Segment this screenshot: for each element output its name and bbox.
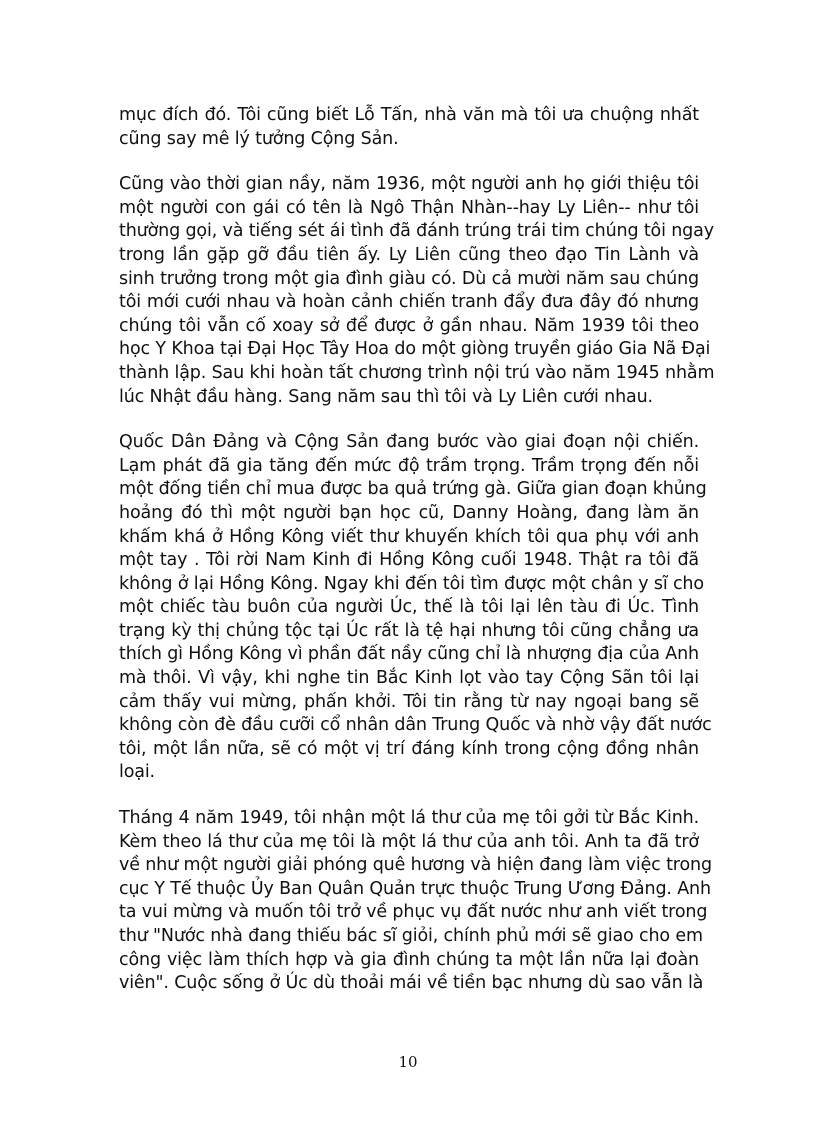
text-line: viên". Cuộc sống ở Úc dù thoải mái về tiền bạc nhưng dù sao vẫn là: [119, 973, 704, 994]
text-line: Cũng vào thời gian nầy, năm 1936, một người anh họ giới thiệu tôi: [119, 174, 699, 195]
text-line: khấm khá ở Hồng Kông viết thư khuyến khích tôi qua phụ với anh: [119, 526, 699, 547]
text-line: sinh trưởng trong một gia đình giàu có. Dù cả mười năm sau chúng: [119, 268, 699, 289]
page-number: 10: [398, 1053, 418, 1071]
text-line: một người con gái có tên là Ngô Thận Nhàn--hay Ly Liên-- như tôi: [119, 197, 699, 218]
text-line: công việc làm thích hợp và gia đình chúng ta một lần nữa lại đoàn: [119, 949, 699, 970]
text-line: không còn đè đầu cưỡi cổ nhân dân Trung Quốc và nhờ vậy đất nước: [119, 715, 712, 736]
text-line: Lạm phát đã gia tăng đến mức độ trầm trọng. Trầm trọng đến nỗi: [119, 455, 699, 476]
text-line: chúng tôi vẫn cố xoay sở để được ở gần nhau. Năm 1939 tôi theo: [119, 315, 699, 336]
paragraph: [119, 807, 712, 996]
text-line: cảm thấy vui mừng, phấn khởi. Tôi tin rằng từ nay ngoại bang sẽ: [119, 691, 699, 712]
text-line: thành lập. Sau khi hoàn tất chương trình nội trú vào năm 1945 nhằm: [119, 362, 715, 383]
text-line: hoảng đó thì một người bạn học cũ, Danny Hoàng, đang làm ăn: [119, 502, 699, 523]
text-line: thường gọi, và tiếng sét ái tình đã đánh trúng trái tim chúng tôi ngay: [119, 221, 714, 242]
text-line: ta vui mừng và muốn tôi trở về phục vụ đất nước như anh viết trong: [119, 902, 708, 923]
text-line: tôi mới cưới nhau và hoàn cảnh chiến tranh đẩy đưa đây đó nhưng: [119, 292, 699, 313]
text-line: học Y Khoa tại Đại Học Tây Hoa do một giòng truyền giáo Gia Nã Đại: [119, 339, 711, 360]
text-line: một đống tiền chỉ mua được ba quả trứng gà. Giữa gian đoạn khủng: [119, 479, 707, 500]
text-line: lúc Nhật đầu hàng. Sang năm sau thì tôi và Ly Liên cưới nhau.: [119, 386, 653, 407]
text-line: thư "Nước nhà đang thiếu bác sĩ giỏi, chính phủ mới sẽ giao cho em: [119, 926, 703, 946]
text-line: mà thôi. Vì vậy, khi nghe tin Bắc Kinh lọt vào tay Cộng Sãn tôi lại: [119, 668, 699, 689]
paragraph: [119, 104, 699, 151]
text-line: cũng say mê lý tưởng Cộng Sản.: [119, 128, 399, 149]
text-line: Kèm theo lá thư của mẹ tôi là một lá thư của anh tôi. Anh ta đã trở: [119, 831, 699, 852]
text-line: cục Y Tế thuộc Ủy Ban Quân Quản trực thuộc Trung Ương Đảng. Anh: [119, 878, 711, 899]
text-line: loại.: [119, 762, 155, 783]
text-line: một chiếc tàu buôn của người Úc, thế là tôi lại lên tàu đi Úc. Tình: [119, 597, 699, 618]
text-line: mục đích đó. Tôi cũng biết Lỗ Tấn, nhà văn mà tôi ưa chuộng nhất: [119, 105, 699, 125]
text-line: trạng kỳ thị chủng tộc tại Úc rất là tệ hại nhưng tôi cũng chẳng ưa: [119, 620, 699, 641]
text-line: không ở lại Hồng Kông. Ngay khi đến tôi tìm được một chân y sĩ cho: [119, 573, 704, 594]
body-text: [119, 104, 715, 1018]
paragraph: [119, 431, 712, 785]
paragraph: [119, 173, 715, 409]
text-line: trong lần gặp gỡ đầu tiên ấy. Ly Liên cũng theo đạo Tin Lành và: [119, 244, 699, 265]
text-line: Tháng 4 năm 1949, tôi nhận một lá thư của mẹ tôi gởi từ Bắc Kinh.: [119, 808, 699, 829]
text-line: về như một người giải phóng quê hương và hiện đang làm việc trong: [119, 855, 712, 876]
text-line: thích gì Hồng Kông vì phần đất nầy cũng chỉ là nhượng địa của Anh: [119, 644, 699, 665]
text-line: tôi, một lần nữa, sẽ có một vị trí đáng kính trong cộng đồng nhân: [119, 738, 699, 759]
text-line: Quốc Dân Đảng và Cộng Sản đang bước vào giai đoạn nội chiến.: [119, 432, 699, 453]
text-line: một tay . Tôi rời Nam Kinh đi Hồng Kông cuối 1948. Thật ra tôi đã: [119, 550, 699, 571]
